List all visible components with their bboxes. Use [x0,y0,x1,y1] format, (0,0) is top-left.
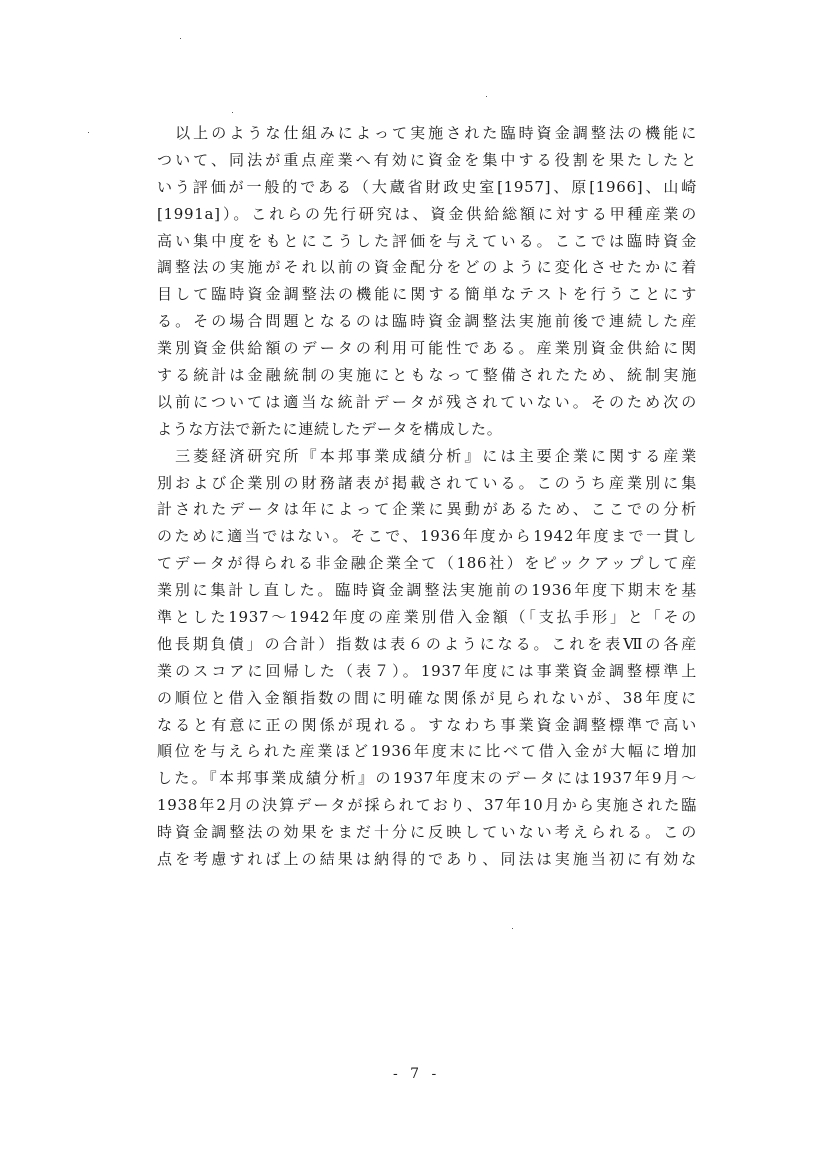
text-line: 1938年2月の決算データが採られており、37年10月から実施された臨 [157,796,697,815]
text-line: 三菱経済研究所『本邦事業成績分析』には主要企業に関する産業 [157,446,697,465]
text-line: 順位を与えられた産業ほど1936年度末に比べて借入金が大幅に増加 [157,742,697,761]
text-line: のために適当ではない。そこで、1936年度から1942年度まで一貫し [157,527,697,546]
text-line: ついて、同法が重点産業へ有効に資金を集中する役割を果たしたと [157,150,697,169]
text-line: する統計は金融統制の実施にともなって整備されたため、統制実施 [157,366,697,385]
text-line: した。『本邦事業成績分析』の1937年度末のデータには1937年9月～ [157,769,697,788]
text-line: 別および企業別の財務諸表が掲載されている。このうち産業別に集 [157,473,697,492]
text-line: 計されたデータは年によって企業に異動があるため、ここでの分析 [157,500,697,519]
text-line: 業別に集計し直した。臨時資金調整法実施前の1936年度下期末を基 [157,581,697,600]
text-line: 以前については適当な統計データが残されていない。そのため次の [157,392,697,411]
body-text [157,120,697,873]
scan-speck [486,96,487,97]
text-line: 調整法の実施がそれ以前の資金配分をどのように変化させたかに着 [157,258,697,277]
scan-speck [88,132,89,133]
text-line: 高い集中度をもとにこうした評価を与えている。ここでは臨時資金 [157,231,697,250]
text-line: 準とした1937～1942年度の産業別借入金額（「支払手形」と「その [157,608,697,627]
text-line: 他長期負債」の合計）指数は表６のようになる。これを表Ⅶの各産 [157,634,697,653]
text-line: なると有意に正の関係が現れる。すなわち事業資金調整標準で高い [157,715,697,734]
text-line: 業別資金供給額のデータの利用可能性である。産業別資金供給に関 [157,339,697,358]
text-line: の順位と借入金額指数の間に明確な関係が見られないが、38年度に [157,688,697,707]
text-line: る。その場合問題となるのは臨時資金調整法実施前後で連続した産 [157,312,697,331]
text-line: 業のスコアに回帰した（表７）。1937年度には事業資金調整標準上 [157,661,697,680]
text-line: 時資金調整法の効果をまだ十分に反映していない考えられる。この [157,823,697,842]
text-line: 目して臨時資金調整法の機能に関する簡単なテストを行うことにす [157,285,697,304]
text-line: 以上のような仕組みによって実施された臨時資金調整法の機能に [157,124,697,142]
scan-speck [232,112,233,113]
text-line: [1991a]）。これらの先行研究は、資金供給総額に対する甲種産業の [157,204,697,223]
scan-speck [180,38,181,39]
text-line: いう評価が一般的である（大蔵省財政史室[1957]、原[1966]、山崎 [157,177,697,196]
text-line: 点を考慮すれば上の結果は納得的であり、同法は実施当初に有効な [157,850,697,869]
text-line: ような方法で新たに連続したデータを構成した。 [157,419,503,438]
page-number: - 7 - [393,1066,441,1082]
scan-speck [512,928,513,929]
text-line: てデータが得られる非金融企業全て（186社）をピックアップして産 [157,554,697,573]
